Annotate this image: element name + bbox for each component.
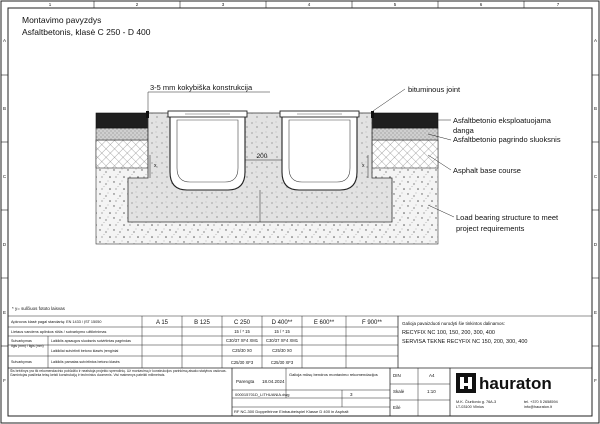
grid-label-top: 7 [556, 2, 560, 7]
cross-section [96, 111, 438, 244]
grid-label-top: 4 [307, 2, 311, 7]
dimension-x-left: x [154, 163, 157, 169]
product-intro: Galioja pavaizduoti nurodyti šie tinkintos dalinamos: [402, 321, 506, 326]
grid-label-side: A [2, 38, 7, 43]
table-row3-label: Sutvarkymas [11, 339, 32, 343]
grid-label-side: D [2, 242, 7, 247]
grid-label-side: D [593, 242, 598, 247]
scale-label: Skalė [393, 389, 405, 394]
grid-label-side: E [593, 310, 598, 315]
asphalt-wear-layer [372, 113, 438, 128]
grid-label-top: 3 [221, 2, 225, 7]
product-servisa: SERVISA TEKNE RECYFIX NC 150, 200, 300, 400 [402, 339, 528, 345]
callout-asphalt-wear: Asfaltbetonio eksploatuojama [453, 116, 551, 125]
address-line2: LT-03100 Vilnius [456, 405, 484, 409]
callout-load-bearing-2: project requirements [456, 224, 525, 233]
grid-label-top: 1 [48, 2, 52, 7]
row3a-value: C30/37 XF4 XM1 [265, 338, 299, 343]
sheet-title: RF NC-300 Doppeltrinne Einbaubeispiel Klasse D 400 in Asphalt [234, 409, 349, 414]
phone: tel. +370 5 2658594 [524, 400, 558, 404]
grid-label-top: 5 [393, 2, 397, 7]
sheet-label: Eilė [393, 405, 401, 410]
class-f900: F 900** [361, 320, 383, 326]
row3a-value: C30/37 XF4 XM1 [225, 338, 259, 343]
revision: 3 [350, 392, 353, 397]
class-d400: D 400** [271, 320, 293, 326]
table-row4-label: Sutvarkymas [11, 360, 32, 364]
row2-value: 15 / * 15 [234, 329, 250, 334]
remark: Galioja mūsų bendros montavimo rekomendacijos [289, 372, 378, 377]
callout-asphalt-base-course: Asphalt base course [453, 166, 521, 175]
drawing-number: 000015701D_LITHUANIA.dwg [235, 392, 290, 397]
class-a15: A 15 [155, 320, 169, 326]
row3b-value: C25/30 X0 [232, 348, 252, 353]
grid-label-side: E [2, 310, 7, 315]
grid-label-top: 6 [479, 2, 483, 7]
callout-asphalt-wear-2: danga [453, 126, 474, 135]
email: info@hauraton.lt [524, 405, 552, 409]
grid-label-side: F [594, 378, 597, 383]
bituminous-joint [371, 111, 374, 118]
table-row2-label: Lietaus vandens aplinkos rūšis / sutvarkymo užtikrinimas [11, 330, 107, 334]
leader-line [373, 89, 405, 111]
row3b-value: C25/30 X0 [272, 348, 292, 353]
row2-value: 15 / * 15 [274, 329, 290, 334]
row4-value: C25/30 XF3 [230, 360, 254, 365]
class-e600: E 600** [313, 320, 335, 326]
class-c250: C 250 [233, 320, 251, 326]
product-recyfix: RECYFIX NC 100, 150, 200, 300, 400 [402, 330, 495, 336]
prepared-date: 18.04.2024 [262, 379, 285, 384]
table-row3-sub: Ilgis (mm) / Ilgis (mm) [11, 344, 44, 348]
drainage-channel-left-inner [177, 120, 238, 182]
asphalt-base-course [96, 140, 148, 168]
grid-label-side: C [2, 174, 7, 179]
dimension-x-right: x [362, 163, 365, 169]
asphalt-base-layer [96, 128, 148, 140]
callout-bituminous-joint: bituminous joint [408, 85, 461, 94]
hauraton-logo [456, 373, 552, 393]
class-b125: B 125 [194, 320, 210, 326]
row3b-text: Laikikliai sutvirtinti betono klasės įrenginiai [51, 349, 119, 353]
address-line1: M.K. Čiurlionio g. 76A-3 [456, 400, 497, 404]
dimension-200: 200 [256, 153, 268, 160]
din-label: DIN [393, 373, 401, 378]
table-row1-label: Apkrovos klasė pagal standartą: EN 1433 / ĮST 15050 [11, 320, 102, 324]
footnote: * y= sulčiuos fototo laisvas [12, 306, 65, 311]
grid-label-side: F [3, 378, 6, 383]
callout-load-bearing: Load bearing structure to meet [456, 213, 559, 222]
asphalt-wear-layer [96, 113, 148, 128]
asphalt-base-course [372, 140, 438, 168]
row4-text: Laikiklis pamatas sutvirtintos betono klasės [51, 360, 120, 364]
grid-label-side: C [593, 174, 598, 179]
din-value: A4 [429, 373, 435, 378]
grid-label-side: B [593, 106, 598, 111]
callout-construction: 3-5 mm kokybiška konstrukcija [150, 83, 253, 92]
grid-label-side: B [2, 106, 7, 111]
prepared-label: Parengta [236, 379, 255, 384]
callout-asphalt-base-layer: Asfaltbetonio pagrindo sluoksnis [453, 135, 561, 144]
drainage-channel-right-inner [289, 120, 350, 182]
company-name: hauraton [479, 374, 552, 393]
drawing-subheading: Asfaltbetonis, klasė C 250 - D 400 [22, 27, 151, 37]
row4-value: C25/30 XF3 [270, 360, 294, 365]
bituminous-joint [146, 111, 149, 118]
grid-label-side: A [593, 38, 598, 43]
drawing-heading: Montavimo pavyzdys [22, 15, 102, 25]
disclaimer-text: Šis brėžinys yra tik rekomendacinio pobūdžio ir neatstoja projekto sprendinių. Už montavimą ir konstrukcijos parinkimą atsako statybos vadovas. Gamintojas pasilieka teisę keisti konstrukciją ir techninius duomenis. Visi matmenys pateikti milimetrais. [10, 369, 227, 378]
scale-value: 1:10 [427, 389, 436, 394]
row3a-text: Laikiklis apsaugos sluoksnis sutvirtintas pagrindas [51, 339, 131, 343]
grid-label-top: 2 [135, 2, 139, 7]
